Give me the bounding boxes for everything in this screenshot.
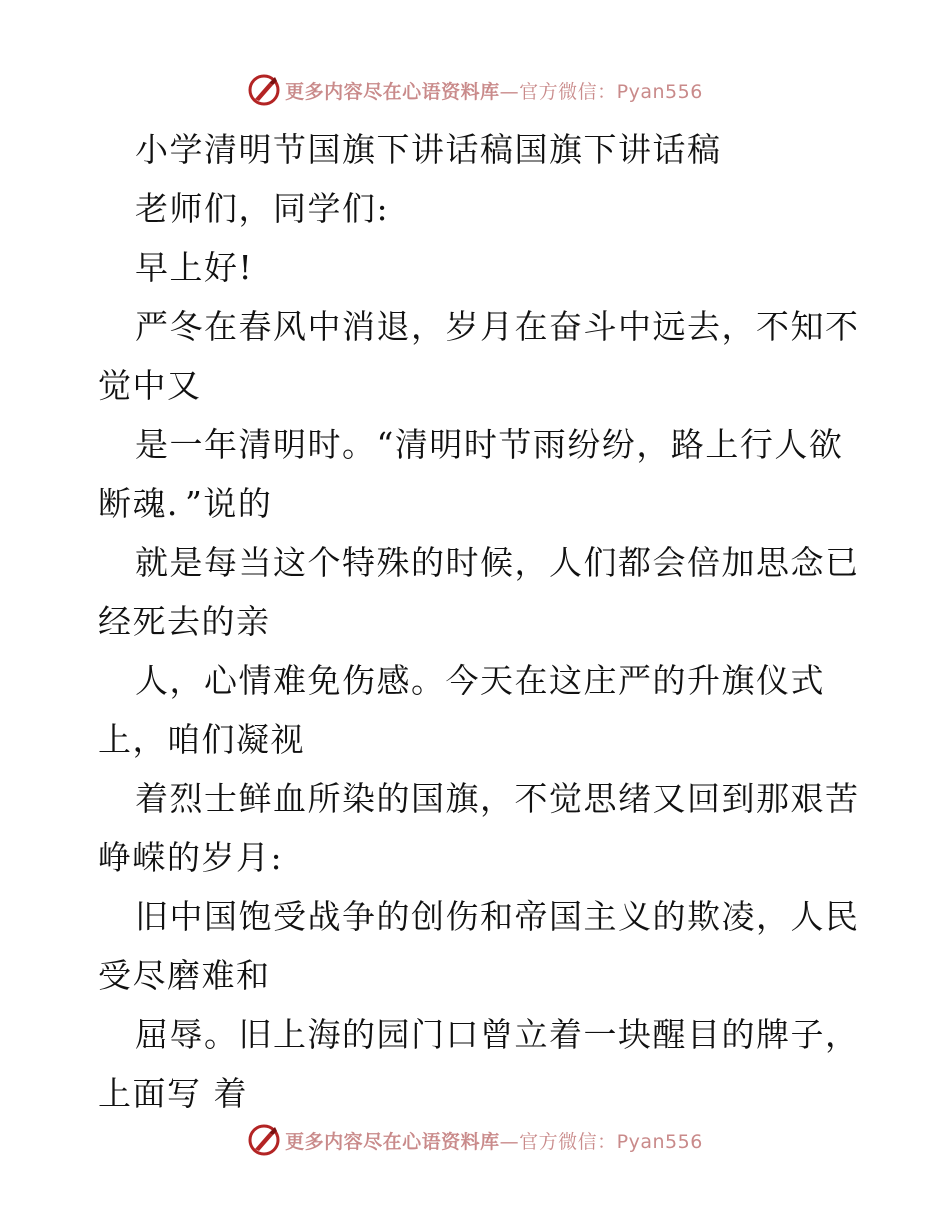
paragraph-line: 峥嵘的岁月:	[98, 838, 284, 877]
paragraph-line: 觉中又	[98, 366, 202, 405]
header-banner	[0, 70, 950, 110]
document-body	[98, 120, 858, 1123]
wechat-text: 官方微信：Pyan556	[519, 1130, 703, 1153]
greeting-line: 早上好!	[135, 248, 254, 287]
paragraph-line: 严冬在春风中消退，岁月在奋斗中远去，不知不	[135, 307, 860, 346]
footer-banner	[0, 1120, 950, 1160]
paragraph-line: 着烈士鲜血所染的国旗，不觉思绪又回到那艰苦	[135, 779, 860, 818]
wechat-text: 官方微信：Pyan556	[519, 80, 703, 103]
paragraph-line: 上，咱们凝视	[98, 720, 305, 759]
paragraph-line: 人，心情难免伤感。今天在这庄严的升旗仪式	[135, 661, 825, 700]
paragraph-line: 屈辱。旧上海的园门口曾立着一块醒目的牌子，	[135, 1015, 860, 1054]
quill-logo-icon	[247, 73, 281, 107]
paragraph-line: 经死去的亲	[98, 602, 271, 641]
paragraph-line: 断魂．”说的	[98, 484, 273, 523]
paragraph-line: 就是每当这个特殊的时候，人们都会倍加思念已	[135, 543, 860, 582]
site-name-text: 更多内容尽在心语资料库	[285, 1130, 500, 1153]
banner-separator: —	[499, 1130, 520, 1153]
greeting-line: 老师们，同学们:	[135, 189, 390, 228]
paragraph-line: 受尽磨难和	[98, 956, 271, 995]
quill-logo-icon	[247, 1123, 281, 1157]
site-name-text: 更多内容尽在心语资料库	[285, 80, 500, 103]
paragraph-line: 旧中国饱受战争的创伤和帝国主义的欺凌，人民	[135, 897, 860, 936]
banner-separator: —	[499, 80, 520, 103]
document-title: 小学清明节国旗下讲话稿国旗下讲话稿	[135, 130, 722, 169]
paragraph-line: 是一年清明时。“清明时节雨纷纷，路上行人欲	[135, 425, 844, 464]
paragraph-line: 上面写 着	[98, 1074, 248, 1113]
